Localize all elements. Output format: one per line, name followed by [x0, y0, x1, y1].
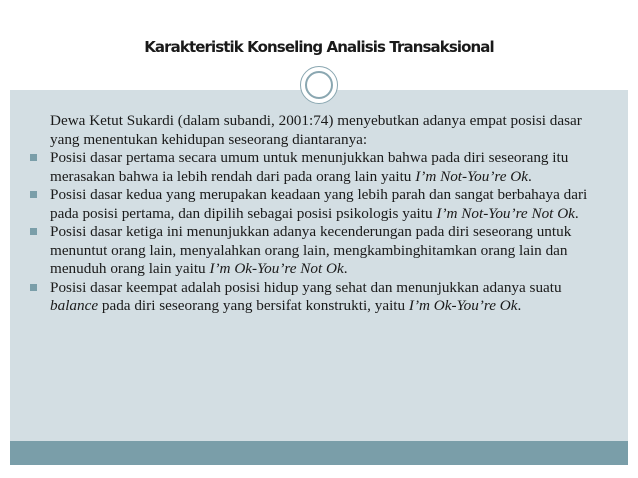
bullet-text-2: pada diri seseorang yang bersifat konstrukti, yaitu — [98, 297, 409, 314]
bullet-text: Posisi dasar pertama secara umum untuk menunjukkan bahwa pada diri seseorang itu merasakan bahwa ia lebih rendah dari pada orang lain yaitu — [50, 149, 569, 185]
bullet-tail: . — [574, 204, 579, 222]
bullet-text: Posisi dasar kedua yang merupakan keadaan yang lebih parah dan sangat berbahaya dari pada posisi pertama, dan dipilih sebagai posisi psikologis yaitu — [50, 186, 588, 222]
bullet-tail: . — [527, 167, 532, 185]
bullet-italic-term: I’m Not-You’re Ok — [415, 167, 528, 185]
double-circle-icon — [300, 66, 338, 104]
bullet-tail: . — [343, 260, 348, 277]
bullet-text: Posisi dasar ketiga ini menunjukkan adanya kecenderungan pada diri seseorang untuk menuntut orang lain, menyalahkan orang lain, mengkambinghitamkan orang lain dan menuduh orang lain yaitu — [50, 223, 572, 277]
bullet-italic-term: I’m Ok-You’re Ok — [408, 297, 518, 314]
square-bullet-icon — [30, 284, 37, 291]
square-bullet-icon — [30, 154, 37, 161]
bottom-band — [10, 441, 628, 465]
square-bullet-icon — [30, 228, 37, 235]
bullet-text: Posisi dasar keempat adalah posisi hidup yang sehat dan menunjukkan adanya suatu — [50, 278, 562, 296]
bullet-item-2 — [12, 186, 612, 223]
square-bullet-icon — [30, 191, 37, 198]
slide-title: Karakteristik Konseling Analisis Transaksional — [144, 38, 494, 56]
bullet-italic-mid: balance — [50, 297, 99, 314]
double-circle-inner — [305, 71, 333, 99]
intro-text: Dewa Ketut Sukardi (dalam subandi, 2001:74) menyebutkan adanya empat posisi dasar yang menentukan kehidupan seseorang diantaranya: — [50, 112, 582, 148]
bullet-tail: . — [517, 297, 522, 314]
bullet-item-1 — [12, 149, 612, 186]
slide-content — [12, 112, 612, 316]
bullet-italic-term: I’m Ok-You’re Not Ok — [209, 260, 344, 277]
bullet-italic-term: I’m Not-You’re Not Ok — [436, 204, 575, 222]
intro-paragraph — [12, 112, 612, 149]
bullet-item-3 — [12, 223, 612, 279]
bullet-item-4 — [12, 279, 612, 316]
